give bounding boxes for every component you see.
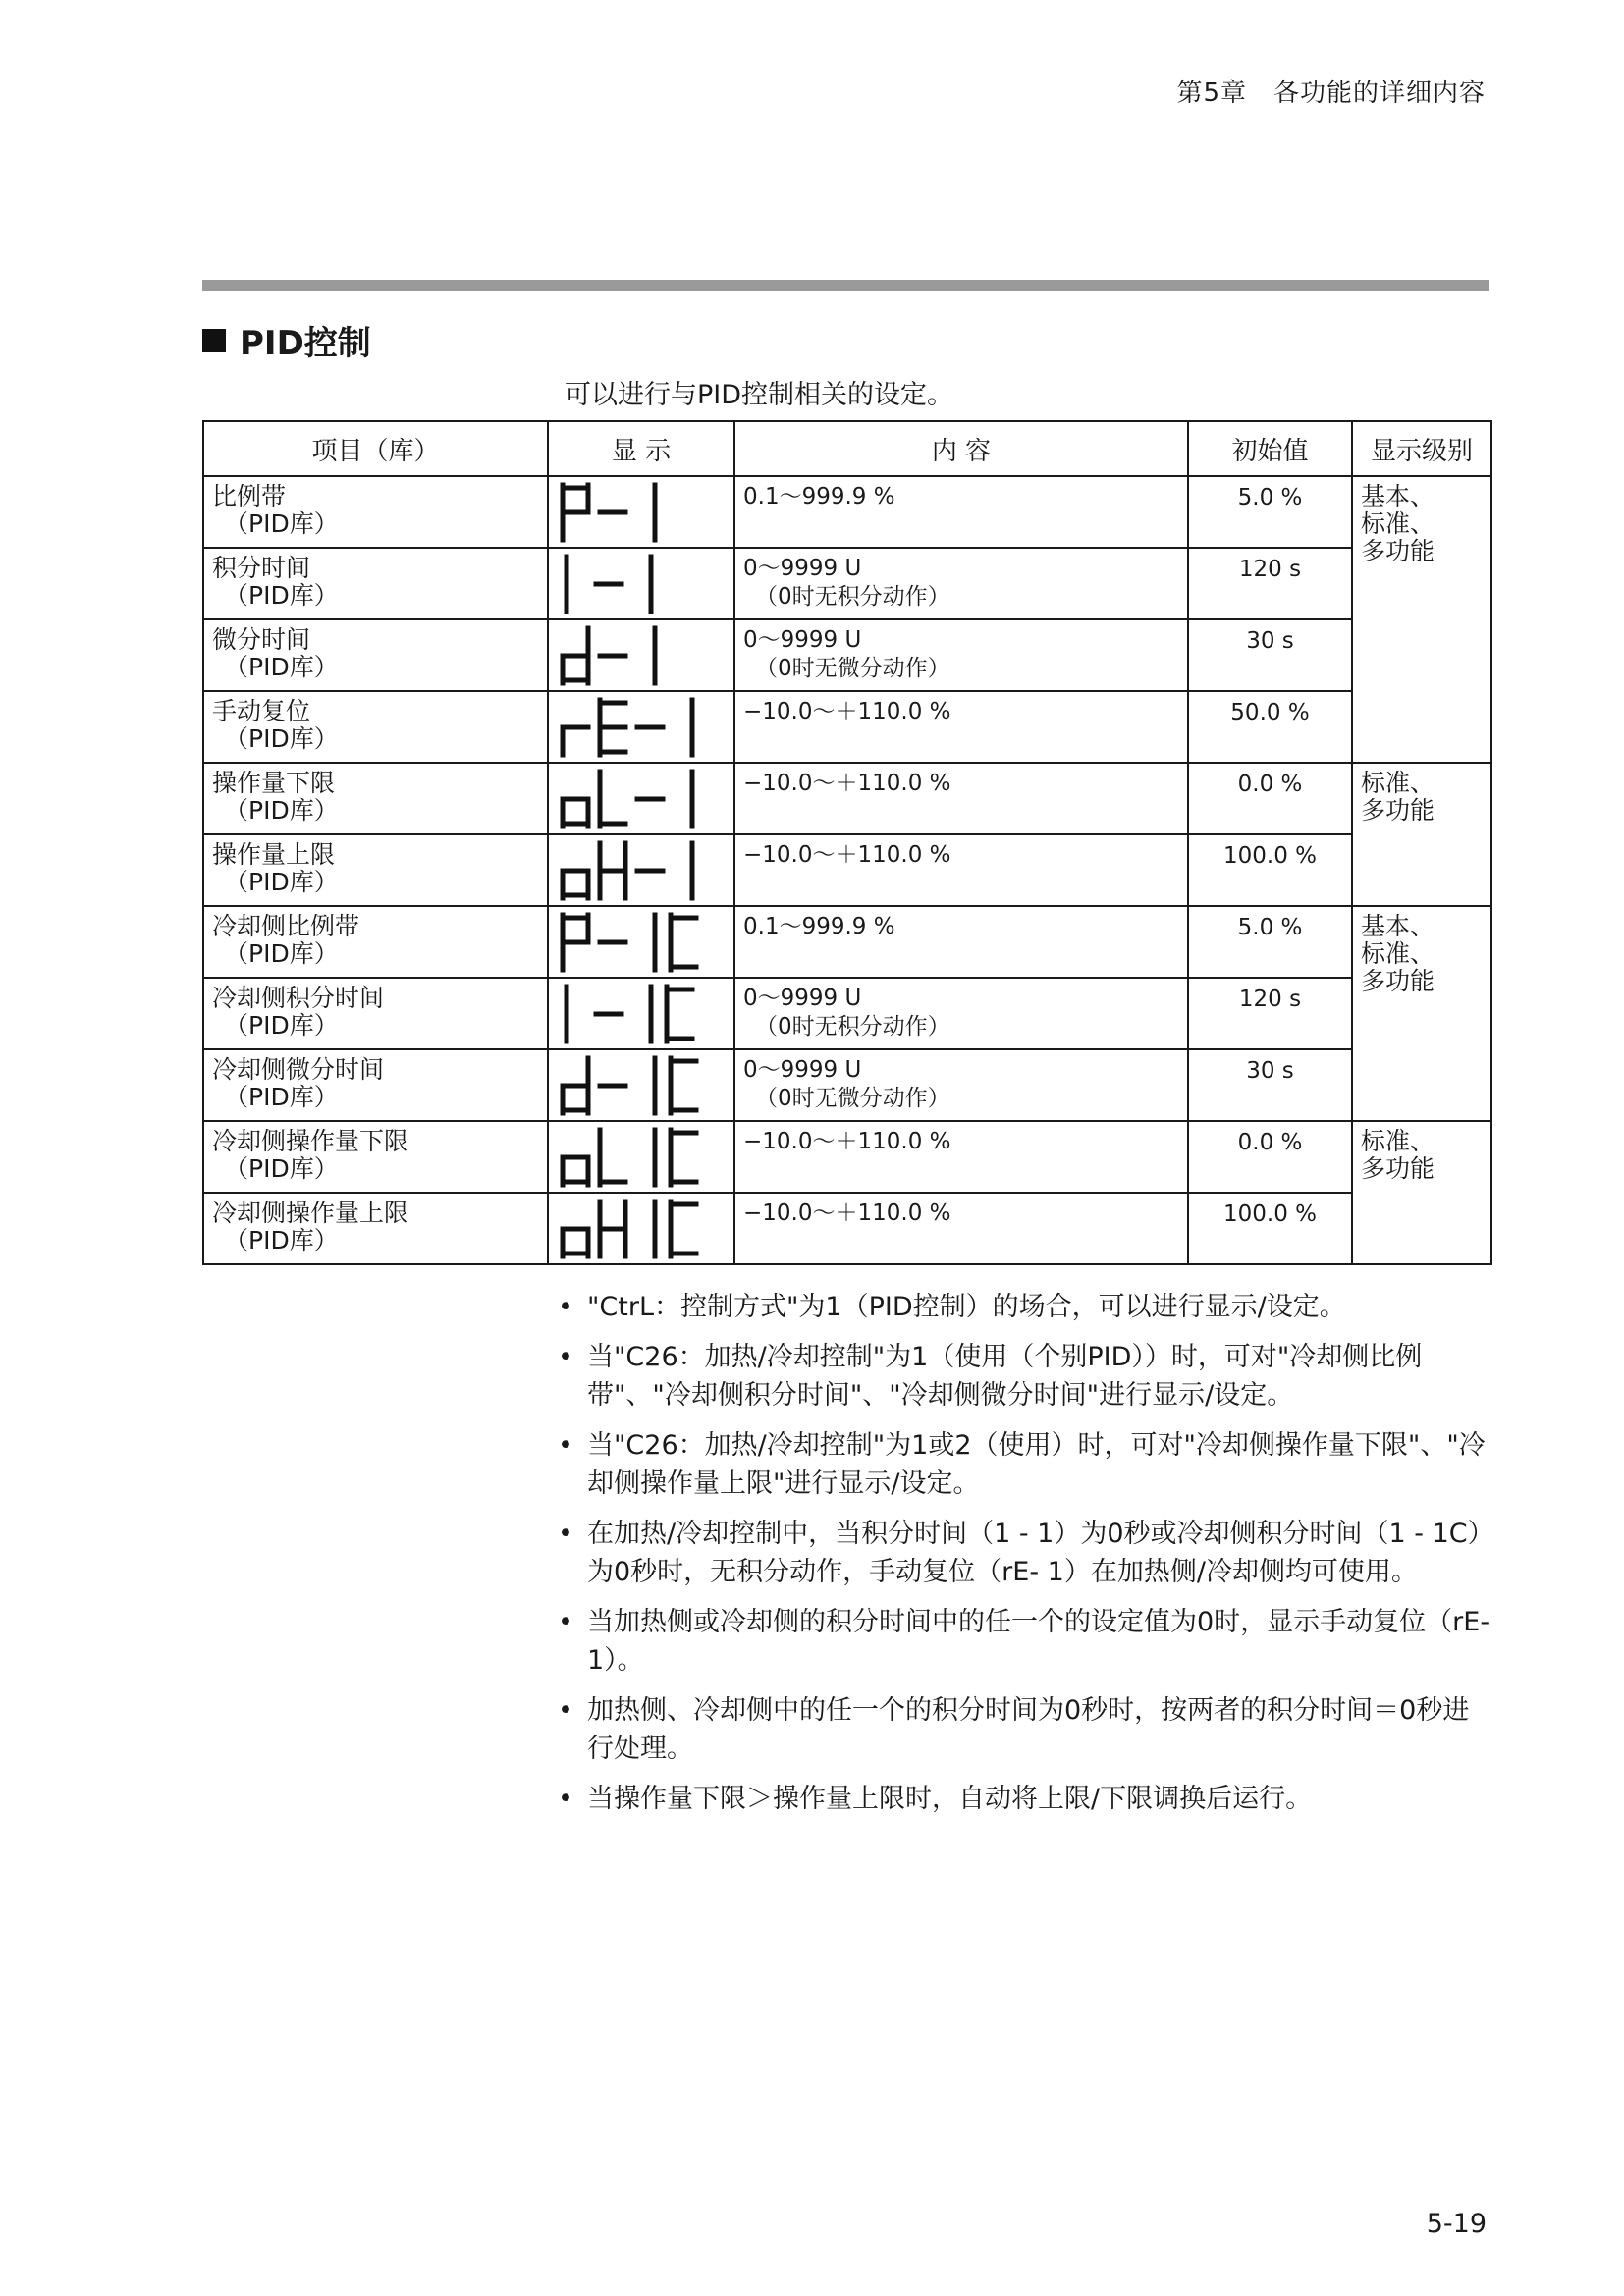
initial-value: 120 s <box>1238 557 1302 582</box>
item-cell <box>203 619 548 691</box>
initial-cell <box>1188 476 1352 548</box>
display-level-line: 标准、 <box>1361 509 1435 538</box>
item-library: （PID库） <box>224 509 339 538</box>
display-cell <box>548 1049 734 1121</box>
item-cell <box>203 978 548 1049</box>
item-label: 冷却侧微分时间 <box>212 1055 385 1084</box>
item-library: （PID库） <box>224 1226 339 1255</box>
initial-cell <box>1188 1193 1352 1264</box>
initial-cell <box>1188 834 1352 906</box>
initial-value: 30 s <box>1246 628 1294 654</box>
content-range: −10.0～＋110.0 % <box>743 699 951 724</box>
lcd-display-icon <box>559 912 726 973</box>
lcd-display-icon <box>559 482 726 543</box>
item-name <box>204 549 547 610</box>
display-level-line: 多功能 <box>1361 796 1435 825</box>
lcd-display-icon <box>559 554 726 614</box>
lcd-display-icon <box>559 840 726 901</box>
content-cell <box>734 691 1188 763</box>
item-name <box>204 1122 547 1183</box>
initial-value: 100.0 % <box>1222 843 1317 869</box>
initial-cell <box>1188 906 1352 978</box>
initial-value: 0.0 % <box>1237 1130 1303 1155</box>
item-label: 积分时间 <box>212 554 311 582</box>
content-cell <box>734 763 1188 834</box>
notes-list <box>558 1288 1490 1830</box>
lcd-display-icon <box>559 769 726 829</box>
content-range: −10.0～＋110.0 % <box>743 771 951 796</box>
content-range: 0～9999 U <box>743 986 862 1011</box>
item-library: （PID库） <box>224 1011 339 1040</box>
section-title-text: PID控制 <box>240 324 371 363</box>
display-level <box>1353 477 1490 565</box>
item-library: （PID库） <box>224 653 339 681</box>
item-name <box>204 764 547 825</box>
item-label: 比例带 <box>212 482 287 510</box>
display-cell <box>548 763 734 834</box>
table-row <box>203 978 1491 1049</box>
display-cell <box>548 834 734 906</box>
item-label: 操作量上限 <box>212 840 336 869</box>
content-range: 0～9999 U <box>743 627 862 653</box>
section-divider <box>202 280 1489 291</box>
content-range: −10.0～＋110.0 % <box>743 842 951 868</box>
display-level-line: 标准、 <box>1361 1127 1435 1155</box>
level-cell <box>1352 906 1491 1121</box>
content-range: 0.1～999.9 % <box>743 484 895 509</box>
item-library: （PID库） <box>224 1154 339 1183</box>
content-note: （0时无微分动作） <box>755 656 950 681</box>
content-cell <box>734 1193 1188 1264</box>
chapter-header: 第5章 各功能的详细内容 <box>1176 79 1486 108</box>
item-library: （PID库） <box>224 939 339 968</box>
display-cell <box>548 978 734 1049</box>
content-cell <box>734 1121 1188 1193</box>
header-initial: 初始值 <box>1188 421 1352 476</box>
note-item: • "CtrL：控制方式"为1（PID控制）的场合，可以进行显示/设定。 <box>558 1288 1490 1326</box>
item-label: 冷却侧比例带 <box>212 912 360 940</box>
initial-value: 5.0 % <box>1237 915 1303 940</box>
content-range: −10.0～＋110.0 % <box>743 1129 951 1154</box>
item-library: （PID库） <box>224 581 339 610</box>
item-label: 微分时间 <box>212 625 311 654</box>
item-cell <box>203 548 548 619</box>
table-row <box>203 619 1491 691</box>
table-row <box>203 691 1491 763</box>
item-name <box>204 692 547 753</box>
item-cell <box>203 763 548 834</box>
initial-cell <box>1188 691 1352 763</box>
item-name <box>204 1194 547 1255</box>
item-library: （PID库） <box>224 1083 339 1111</box>
lcd-display-icon <box>559 1127 726 1188</box>
content-cell <box>734 1049 1188 1121</box>
item-cell <box>203 1049 548 1121</box>
content-cell <box>734 548 1188 619</box>
content-note: （0时无积分动作） <box>755 584 950 610</box>
display-cell <box>548 619 734 691</box>
item-label: 冷却侧积分时间 <box>212 984 385 1012</box>
display-level-line: 基本、 <box>1361 482 1435 510</box>
table-row <box>203 1049 1491 1121</box>
content-cell <box>734 978 1188 1049</box>
initial-value: 50.0 % <box>1230 700 1310 725</box>
table-row <box>203 834 1491 906</box>
note-item: • 当"C26：加热/冷却控制"为1（使用（个别PID））时，可对"冷却侧比例带"、"冷却侧积分时间"、"冷却侧微分时间"进行显示/设定。 <box>558 1338 1490 1415</box>
level-cell <box>1352 1121 1491 1264</box>
display-level-line: 多功能 <box>1361 967 1435 995</box>
level-cell <box>1352 476 1491 763</box>
lcd-display-icon <box>559 625 726 686</box>
note-item: • 在加热/冷却控制中，当积分时间（1 - 1）为0秒或冷却侧积分时间（1 - 1C）为0秒时，无积分动作，手动复位（rE- 1）在加热侧/冷却侧均可使用。 <box>558 1515 1490 1591</box>
display-cell <box>548 1121 734 1193</box>
note-item: • 加热侧、冷却侧中的任一个的积分时间为0秒时，按两者的积分时间＝0秒进行处理。 <box>558 1691 1490 1768</box>
item-cell <box>203 834 548 906</box>
display-level <box>1353 907 1490 995</box>
item-cell <box>203 906 548 978</box>
item-label: 手动复位 <box>212 697 311 725</box>
initial-cell <box>1188 1049 1352 1121</box>
content-range: 0～9999 U <box>743 1057 862 1083</box>
item-name <box>204 1050 547 1111</box>
content-range: 0～9999 U <box>743 556 862 581</box>
table-row <box>203 1193 1491 1264</box>
item-cell <box>203 691 548 763</box>
item-library: （PID库） <box>224 724 339 753</box>
initial-value: 120 s <box>1238 987 1302 1012</box>
content-range: 0.1～999.9 % <box>743 914 895 939</box>
display-cell <box>548 548 734 619</box>
display-level <box>1353 764 1490 825</box>
content-cell <box>734 476 1188 548</box>
table-row <box>203 548 1491 619</box>
content-cell <box>734 834 1188 906</box>
display-level <box>1353 1122 1490 1183</box>
item-label: 操作量下限 <box>212 769 336 797</box>
header-content: 内 容 <box>734 421 1188 476</box>
display-cell <box>548 906 734 978</box>
content-note: （0时无积分动作） <box>755 1014 950 1040</box>
display-level-line: 基本、 <box>1361 912 1435 940</box>
table-row <box>203 906 1491 978</box>
initial-cell <box>1188 763 1352 834</box>
initial-value: 30 s <box>1246 1058 1294 1084</box>
lcd-display-icon <box>559 1199 726 1259</box>
initial-cell <box>1188 548 1352 619</box>
initial-value: 0.0 % <box>1237 772 1303 797</box>
lcd-display-icon <box>559 984 726 1044</box>
item-cell <box>203 476 548 548</box>
table-header-row <box>203 421 1491 476</box>
item-name <box>204 620 547 681</box>
content-cell <box>734 619 1188 691</box>
initial-cell <box>1188 1121 1352 1193</box>
table-row <box>203 476 1491 548</box>
item-name <box>204 979 547 1040</box>
display-level-line: 标准、 <box>1361 769 1435 797</box>
content-note: （0时无微分动作） <box>755 1086 950 1111</box>
square-bullet-icon <box>202 329 226 352</box>
table-row <box>203 1121 1491 1193</box>
item-name <box>204 835 547 896</box>
lcd-display-icon <box>559 697 726 758</box>
lcd-display-icon <box>559 1055 726 1116</box>
item-label: 冷却侧操作量下限 <box>212 1127 409 1155</box>
initial-value: 100.0 % <box>1222 1201 1317 1227</box>
display-cell <box>548 691 734 763</box>
item-library: （PID库） <box>224 796 339 825</box>
header-item: 项目（库） <box>203 421 548 476</box>
page-number: 5-19 <box>1426 2209 1487 2239</box>
display-cell <box>548 1193 734 1264</box>
note-item: • 当加热侧或冷却侧的积分时间中的任一个的设定值为0时，显示手动复位（rE- 1）。 <box>558 1603 1490 1680</box>
header-display: 显 示 <box>548 421 734 476</box>
item-label: 冷却侧操作量上限 <box>212 1199 409 1227</box>
header-level: 显示级别 <box>1352 421 1491 476</box>
item-library: （PID库） <box>224 868 339 896</box>
initial-value: 5.0 % <box>1237 485 1303 510</box>
content-range: −10.0～＋110.0 % <box>743 1201 951 1226</box>
note-item: • 当"C26：加热/冷却控制"为1或2（使用）时，可对"冷却侧操作量下限"、"冷却侧操作量上限"进行显示/设定。 <box>558 1426 1490 1503</box>
item-name <box>204 907 547 968</box>
initial-cell <box>1188 619 1352 691</box>
display-level-line: 标准、 <box>1361 939 1435 968</box>
display-cell <box>548 476 734 548</box>
pid-parameter-table <box>202 420 1492 1265</box>
item-cell <box>203 1193 548 1264</box>
level-cell <box>1352 763 1491 906</box>
display-level-line: 多功能 <box>1361 537 1435 565</box>
section-intro: 可以进行与PID控制相关的设定。 <box>565 380 954 410</box>
item-cell <box>203 1121 548 1193</box>
section-title <box>202 316 371 364</box>
item-name <box>204 477 547 538</box>
note-item: • 当操作量下限＞操作量上限时，自动将上限/下限调换后运行。 <box>558 1780 1490 1818</box>
initial-cell <box>1188 978 1352 1049</box>
table-row <box>203 763 1491 834</box>
display-level-line: 多功能 <box>1361 1154 1435 1183</box>
content-cell <box>734 906 1188 978</box>
